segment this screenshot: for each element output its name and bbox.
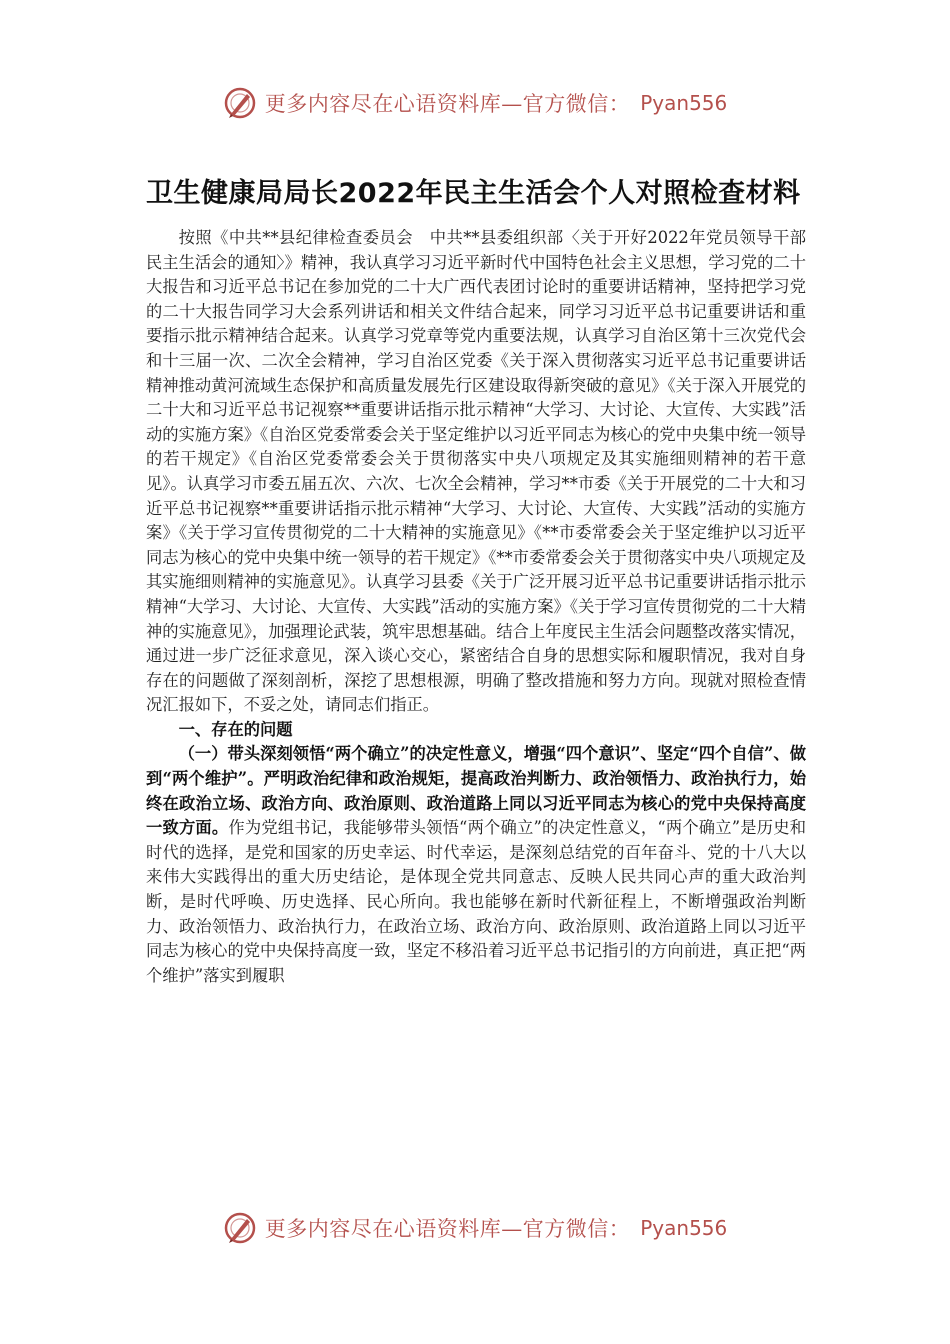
banner-text: 更多内容尽在心语资料库—官方微信： — [264, 1217, 631, 1241]
pen-logo-icon — [223, 1211, 257, 1245]
header-watermark-banner — [0, 78, 950, 128]
section-heading: 一、存在的问题 — [178, 719, 293, 739]
wechat-id: Pyan556 — [640, 1216, 728, 1240]
document-body — [146, 172, 806, 988]
intro-paragraph: 按照《中共**县纪律检查委员会 中共**县委组织部〈关于开好2022年党员领导干部民主生活会的通知〉》精神，我认真学习习近平新时代中国特色社会主义思想，学习党的二十大报告和习近平总书记在参加党的二十大广西代表团讨论时的重要讲话精神，坚持把学习党的二十大报告同学习大会系列讲话和相关文件结合起来，同学习习近平总书记重要讲话和重要指示批示精神结合起来。认真学习党章等党内重要法规，认真学习自治区第十三次党代会和十三届一次、二次全会精神，学习自治区党委《关于深入贯彻落实习近平总书记重要讲话精神推动黄河流域生态保护和高质量发展先行区建设取得新突破的意见》《关于深入开展党的二十大和习近平总书记视察**重要讲话指示批示精神“大学习、大讨论、大宣传、大实践”活动的实施方案》《自治区党委常委会关于坚定维护以习近平同志为核心的党中央集中统一领导的若干规定》《自治区党委常委会关于贯彻落实中央八项规定及其实施细则精神的若干意见》。认真学习市委五届五次、六次、七次全会精神，学习**市委《关于开展党的二十大和习近平总书记视察**重要讲话指示批示精神“大学习、大讨论、大宣传、大实践”活动的实施方案》《关于学习宣传贯彻党的二十大精神的实施意见》《**市委常委会关于坚定维护以习近平同志为核心的党中央集中统一领导的若干规定》《**市委常委会关于贯彻落实中央八项规定及其实施细则精神的实施意见》。认真学习县委《关于广泛开展习近平总书记重要讲话指示批示精神“大学习、大讨论、大宣传、大实践”活动的实施方案》《关于学习宣传贯彻党的二十大精神的实施意见》，加强理论武装，筑牢思想基础。结合上年度民主生活会问题整改落实情况，通过进一步广泛征求意见，深入谈心交心，紧密结合自身的思想实际和履职情况，我对自身存在的问题做了深刻剖析，深挖了思想根源，明确了整改措施和努力方向。现就对照检查情况汇报如下，不妥之处，请同志们指正。 — [146, 228, 806, 715]
sub-item-body: 作为党组书记，我能够带头领悟“两个确立”的决定性意义，“两个确立”是历史和时代的选择，是党和国家的历史幸运、时代幸运，是深刻总结党的百年奋斗、党的十八大以来伟大实践得出的重大历史结论，是体现全党共同意志、反映人民共同心声的重大政治判断，是时代呼唤、历史选择、民心所向。我也能够在新时代新征程上，不断增强政治判断力、政治领悟力、政治执行力，在政治立场、政治方向、政治原则、政治道路上同以习近平同志为核心的党中央保持高度一致，坚定不移沿着习近平总书记指引的方向前进，真正把“两个维护”落实到履职 — [146, 818, 806, 985]
wechat-id: Pyan556 — [640, 91, 728, 115]
sub-item-lead: （一）带头深刻领悟“两个确立”的决定性意义，增强“四个意识”、坚定“四个自信”、做到“两个维护”。严明政治纪律和政治规矩，提高政治判断力、政治领悟力、政治执行力，始终在政治立场、政治方向、政治原则、政治道路上同以习近平同志为核心的党中央保持高度一致方面。 — [146, 744, 806, 838]
footer-watermark-banner — [0, 1203, 950, 1253]
document-title: 卫生健康局局长2022年民主生活会个人对照检查材料 — [146, 178, 801, 209]
banner-text: 更多内容尽在心语资料库—官方微信： — [264, 92, 631, 116]
sub-item-paragraph — [146, 742, 806, 988]
pen-logo-icon — [223, 86, 257, 120]
